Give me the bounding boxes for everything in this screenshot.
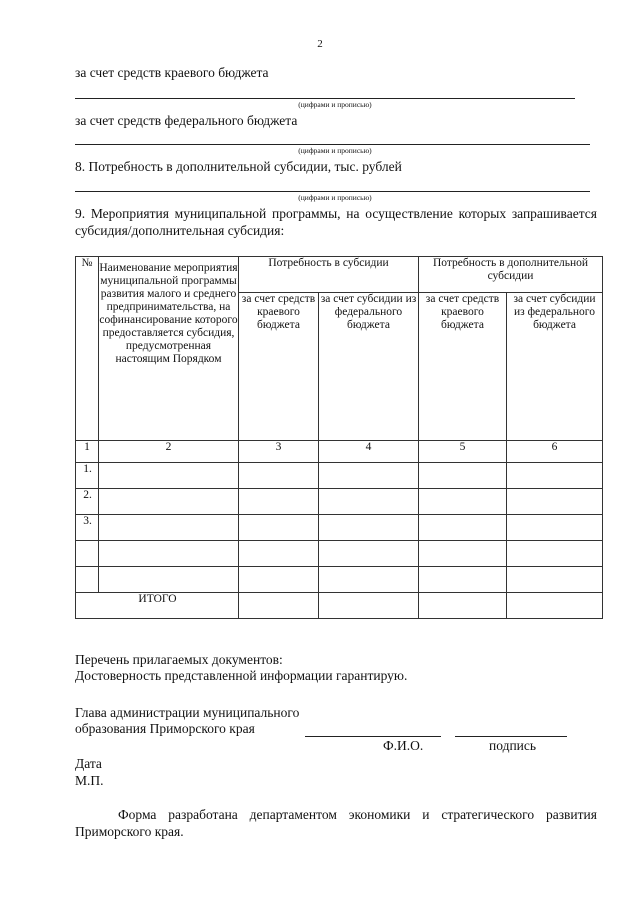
federal-budget-hint: (цифрами и прописью) — [298, 146, 372, 155]
row-number: 2. — [76, 489, 99, 515]
header-additional-federal: за счет субсидии из федерального бюджета — [507, 293, 603, 441]
guarantee-text: Достоверность представленной информации гарантирую. — [75, 668, 408, 683]
federal-budget-line — [75, 144, 590, 145]
table-cell — [99, 489, 239, 515]
regional-budget-label: за счет средств краевого бюджета — [75, 65, 269, 80]
table-row — [76, 489, 603, 515]
table-cell — [507, 541, 603, 567]
table-cell — [419, 463, 507, 489]
column-number: 2 — [99, 441, 239, 463]
page-number: 2 — [317, 38, 323, 50]
table-cell — [419, 489, 507, 515]
documents-list-label: Перечень прилагаемых документов: — [75, 652, 283, 667]
table-cell — [99, 515, 239, 541]
header-activity-name: Наименование мероприятия муниципальной программы развития малого и среднего предпринимательства, на софинансирование которого предоставляется субсидия, предусмотренная настоящим Порядком — [99, 257, 239, 441]
table-row — [76, 463, 603, 489]
table-cell — [419, 515, 507, 541]
table-cell — [239, 463, 319, 489]
table-row — [76, 567, 603, 593]
column-number: 6 — [507, 441, 603, 463]
federal-budget-label: за счет средств федерального бюджета — [75, 113, 298, 128]
table-cell — [239, 593, 319, 619]
header-additional-regional: за счет средств краевого бюджета — [419, 293, 507, 441]
table-cell — [99, 541, 239, 567]
item8-label: 8. Потребность в дополнительной субсидии, тыс. рублей — [75, 159, 402, 174]
column-number: 1 — [76, 441, 99, 463]
table-cell — [99, 463, 239, 489]
table-cell — [507, 515, 603, 541]
table-cell — [507, 463, 603, 489]
table-cell — [419, 567, 507, 593]
row-number — [76, 567, 99, 593]
date-label: Дата — [75, 756, 102, 771]
column-number: 4 — [319, 441, 419, 463]
header-additional-subsidy-need: Потребность в дополнительной субсидии — [419, 257, 603, 293]
header-subsidy-regional: за счет средств краевого бюджета — [239, 293, 319, 441]
header-num: № — [76, 257, 99, 441]
table-cell — [319, 489, 419, 515]
head-title-line1: Глава администрации муниципального — [75, 705, 300, 720]
table-cell — [239, 567, 319, 593]
table-cell — [319, 463, 419, 489]
regional-budget-line — [75, 98, 575, 99]
footer-text: Форма разработана департаментом экономики и стратегического развития Приморского края. — [75, 807, 597, 839]
regional-budget-hint: (цифрами и прописью) — [298, 100, 372, 109]
total-label: ИТОГО — [76, 593, 239, 619]
stamp-label: М.П. — [75, 773, 104, 788]
row-number: 3. — [76, 515, 99, 541]
table-cell — [419, 541, 507, 567]
total-row — [76, 593, 603, 619]
column-number: 5 — [419, 441, 507, 463]
header-subsidy-federal: за счет субсидии из федерального бюджета — [319, 293, 419, 441]
table-row — [76, 515, 603, 541]
table-cell — [239, 515, 319, 541]
row-number — [76, 541, 99, 567]
table-cell — [319, 567, 419, 593]
subsidy-table — [75, 256, 603, 619]
head-title-line2: образования Приморского края — [75, 721, 255, 736]
table-cell — [319, 515, 419, 541]
item9-text: 9. Мероприятия муниципальной программы, на осуществление которых запрашивается субсидия/дополнительная субсидия: — [75, 206, 597, 238]
signature-label: подпись — [489, 738, 537, 753]
column-number: 3 — [239, 441, 319, 463]
table-cell — [239, 541, 319, 567]
table-cell — [319, 593, 419, 619]
row-number: 1. — [76, 463, 99, 489]
table-cell — [507, 593, 603, 619]
table-cell — [507, 489, 603, 515]
table-cell — [319, 541, 419, 567]
table-cell — [239, 489, 319, 515]
item8-line — [75, 191, 590, 192]
table-cell — [99, 567, 239, 593]
item8-hint: (цифрами и прописью) — [298, 193, 372, 202]
header-subsidy-need: Потребность в субсидии — [239, 257, 419, 293]
table-cell — [507, 567, 603, 593]
table-cell — [419, 593, 507, 619]
table-row — [76, 541, 603, 567]
fio-label: Ф.И.О. — [383, 738, 424, 753]
